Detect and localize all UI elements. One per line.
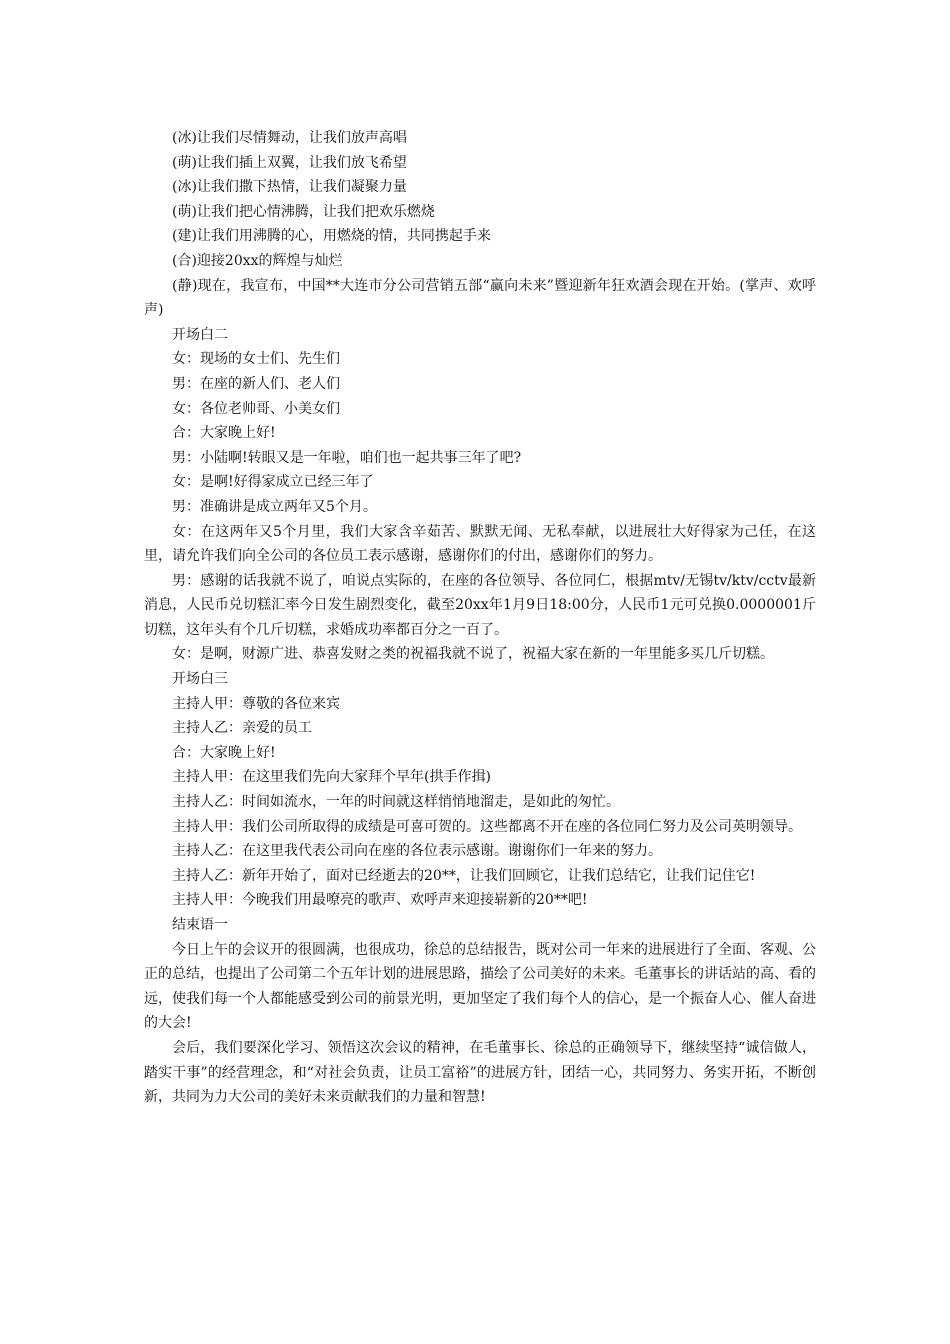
paragraph: 主持人乙：在这里我代表公司向在座的各位表示感谢。谢谢你们一年来的努力。: [172, 843, 662, 860]
paragraph: 主持人乙：时间如流水，一年的时间就这样悄悄地溜走，是如此的匆忙。: [172, 794, 620, 811]
paragraph: 主持人甲：今晚我们用最嘹亮的歌声、欢呼声来迎接崭新的20**吧!: [172, 892, 588, 909]
paragraph: 主持人乙：新年开始了，面对已经逝去的20**，让我们回顾它，让我们总结它，让我们记住它!: [172, 867, 756, 884]
paragraph: 合：大家晚上好!: [172, 425, 276, 442]
paragraph: 男：准确讲是成立两年又5个月。: [172, 498, 377, 515]
paragraph: (建)让我们用沸腾的心，用燃烧的情，共同携起手来: [172, 228, 491, 245]
paragraph: 女：现场的女士们、先生们: [172, 351, 340, 368]
paragraph: 主持人甲：尊敬的各位来宾: [172, 695, 340, 712]
paragraph: (冰)让我们撒下热情，让我们凝聚力量: [172, 179, 407, 196]
paragraph: 主持人甲：在这里我们先向大家拜个早年(拱手作揖): [172, 769, 491, 786]
paragraph: (萌)让我们把心情沸腾，让我们把欢乐燃烧: [172, 203, 435, 220]
paragraph: 女：是啊!好得家成立已经三年了: [172, 474, 374, 491]
paragraph: (萌)让我们插上双翼，让我们放飞希望: [172, 154, 407, 171]
section-heading: 开场白二: [172, 326, 228, 343]
section-heading: 开场白三: [172, 671, 228, 688]
paragraph: 女：是啊，财源广进、恭喜发财之类的祝福我就不说了，祝福大家在新的一年里能多买几斤切糕。: [172, 646, 774, 663]
paragraph: 主持人乙：亲爱的员工: [172, 720, 312, 737]
paragraph: (冰)让我们尽情舞动，让我们放声高唱: [172, 130, 407, 146]
paragraph: (静)现在，我宣布，中国**大连市分公司营销五部“赢向未来”暨迎新年狂欢酒会现在开始。(掌声、欢呼声): [144, 277, 816, 319]
paragraph: 男：小陆啊!转眼又是一年啦，咱们也一起共事三年了吧?: [172, 449, 522, 466]
paragraph: 主持人甲：我们公司所取得的成绩是可喜可贺的。这些都离不开在座的各位同仁努力及公司英明领导。: [172, 818, 802, 835]
paragraph: 男：在座的新人们、老人们: [172, 375, 340, 392]
paragraph: (合)迎接20xx的辉煌与灿烂: [172, 252, 343, 269]
section-heading: 结束语一: [172, 917, 228, 933]
paragraph: 今日上午的会议开的很圆满，也很成功，徐总的总结报告，既对公司一年来的进展进行了全面、客观、公正的总结，也提出了公司第二个五年计划的进展思路，描绘了公司美好的未来。毛董事长的讲话站的高、看的远，使我们每一个人都能感受到公司的前景光明，更加坚定了我们每个人的信心，是一个振奋人心、催人奋进的大会!: [144, 941, 816, 1032]
paragraph: 女：各位老帅哥、小美女们: [172, 400, 340, 417]
paragraph: 女：在这两年又5个月里，我们大家含辛茹苦、默默无闻、无私奉献，以进展壮大好得家为己任，在这里，请允许我们向全公司的各位员工表示感谢，感谢你们的付出，感谢你们的努力。: [144, 523, 816, 565]
paragraph: 合：大家晚上好!: [172, 744, 276, 761]
paragraph: 男：感谢的话我就不说了，咱说点实际的，在座的各位领导、各位同仁，根据mtv/无锡tv/ktv/cctv最新消息，人民币兑切糕汇率今日发生剧烈变化，截至20xx年1月9日18:00分，人民币1元可兑换0.0000001斤切糕，这年头有个几斤切糕，求婚成功率都百分之一百了。: [144, 572, 816, 638]
document-body: [144, 126, 816, 1110]
paragraph: 会后，我们要深化学习、领悟这次会议的精神，在毛董事长、徐总的正确领导下，继续坚持“诚信做人，踏实干事”的经营理念，和“对社会负责，让员工富裕”的进展方针，团结一心，共同努力、务实开拓，不断创新，共同为力大公司的美好未来贡献我们的力量和智慧!: [144, 1039, 816, 1106]
